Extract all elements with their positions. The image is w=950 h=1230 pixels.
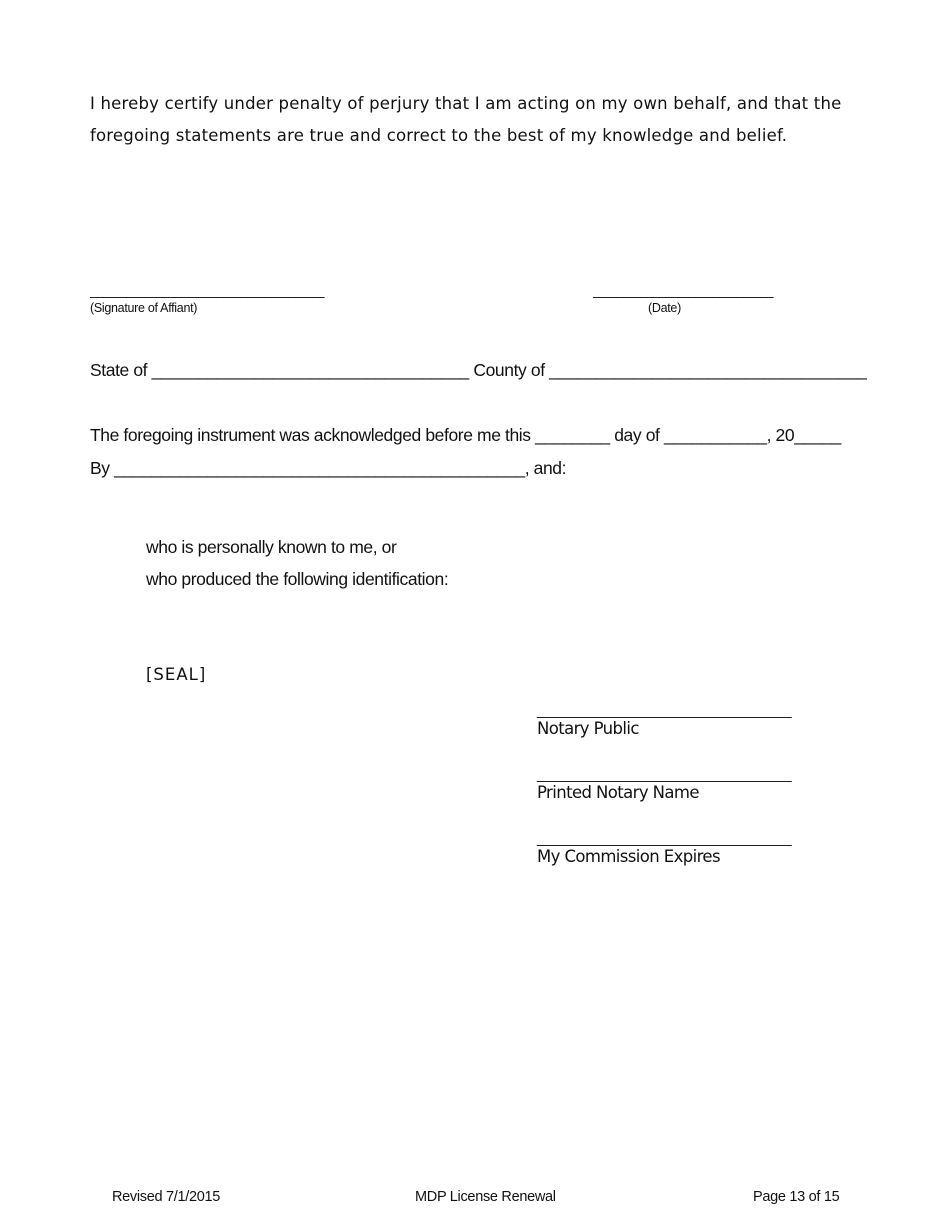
certification-statement: [90, 88, 850, 152]
acknowledgment-line-2[interactable]: By ____________________________________________, and:: [90, 458, 567, 478]
footer-page-number: Page 13 of 15: [753, 1189, 840, 1205]
notary-public-label: Notary Public: [537, 719, 639, 738]
produced-identification-option: who produced the following identification:: [146, 569, 449, 589]
certification-line-1: I hereby certify under penalty of perjury that I am acting on my own behalf, and that the: [90, 94, 842, 113]
certification-line-2: foregoing statements are true and correct to the best of my knowledge and belief.: [90, 126, 788, 145]
printed-notary-name-label: Printed Notary Name: [537, 783, 699, 802]
affiant-signature-line[interactable]: _______________________________________: [90, 284, 324, 299]
date-caption: (Date): [648, 301, 681, 315]
footer-document-title: MDP License Renewal: [415, 1189, 556, 1205]
printed-notary-name-line[interactable]: ________________________________: [537, 766, 792, 783]
acknowledgment-line-1[interactable]: The foregoing instrument was acknowledged before me this ________ day of ___________, 20_____: [90, 425, 841, 445]
affiant-signature-caption: (Signature of Affiant): [90, 301, 198, 315]
footer-revised-date: Revised 7/1/2015: [112, 1189, 221, 1205]
notary-public-signature-line[interactable]: ________________________________: [537, 702, 792, 719]
commission-expires-line[interactable]: ________________________________: [537, 830, 792, 847]
personally-known-option: who is personally known to me, or: [146, 537, 397, 557]
state-county-line[interactable]: State of __________________________________ County of __________________________________: [90, 360, 867, 380]
seal-label: [SEAL]: [146, 665, 207, 684]
commission-expires-label: My Commission Expires: [537, 847, 720, 866]
date-line[interactable]: ______________________________: [593, 284, 773, 299]
